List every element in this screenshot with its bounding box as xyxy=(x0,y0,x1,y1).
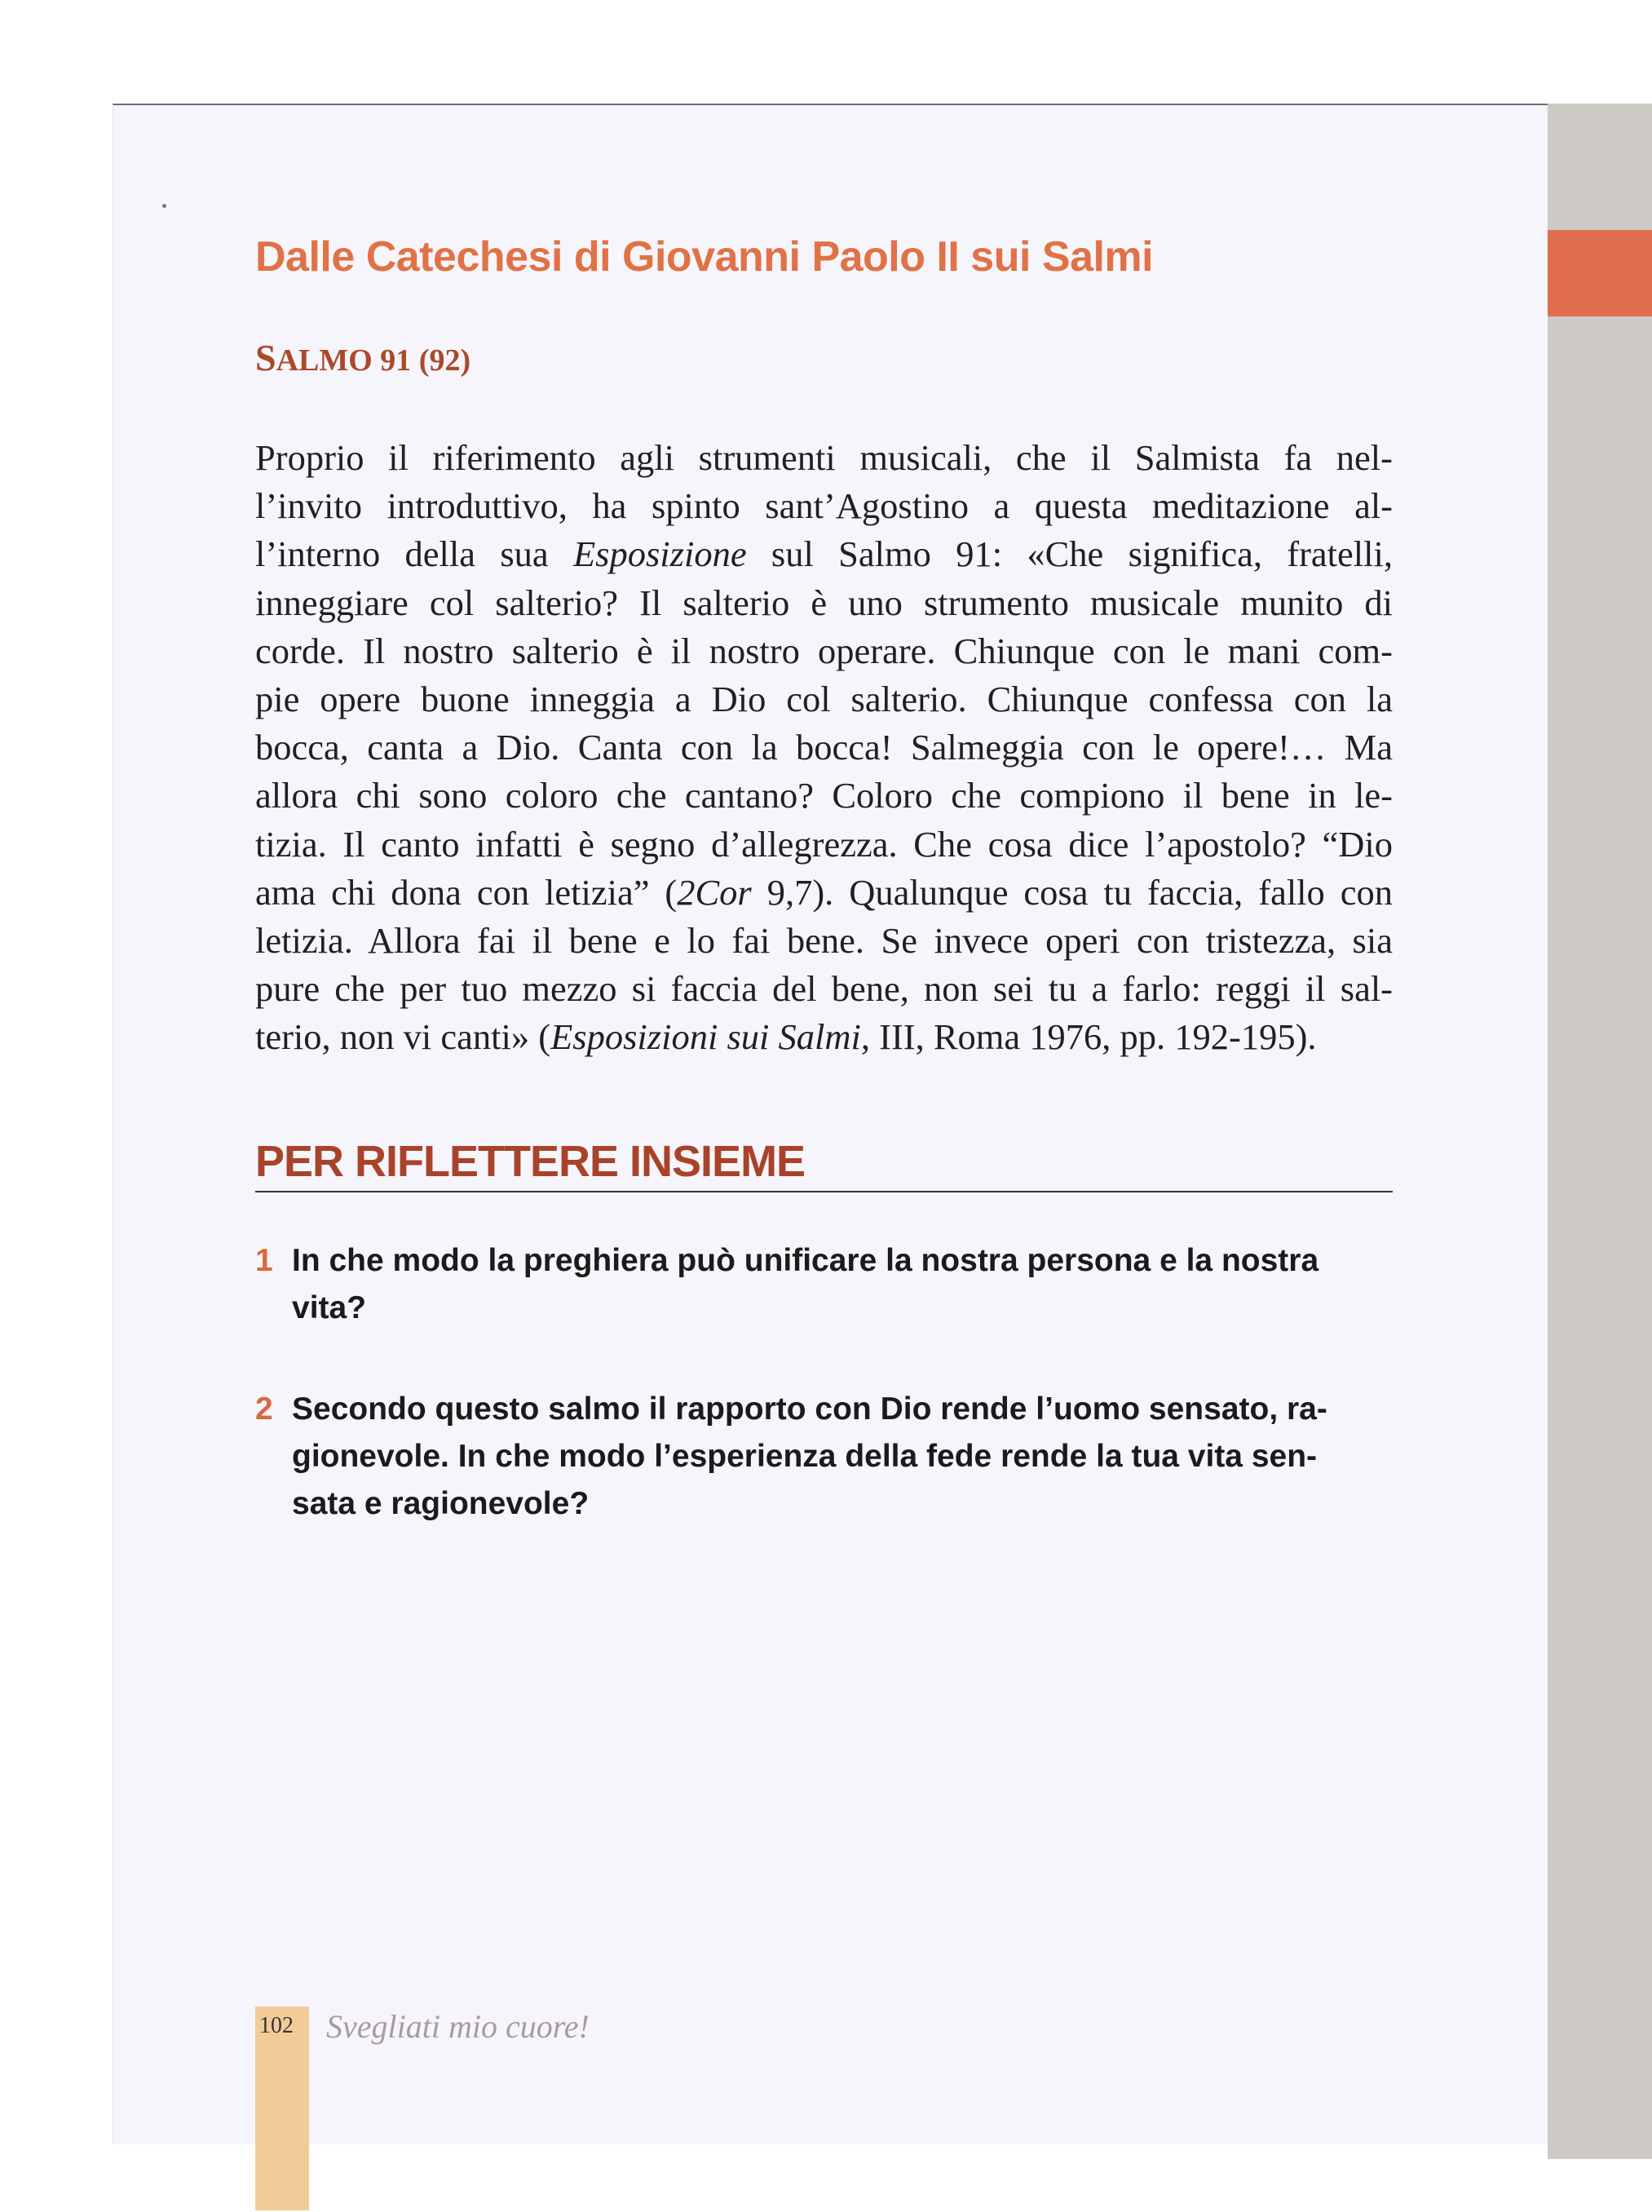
body-line: tizia. Il canto infatti è segno d’allegrezza. Che cosa dice l’apostolo? “Dio xyxy=(255,823,1393,865)
question-line: sata e ragionevole? xyxy=(292,1486,590,1521)
body-line-part: l’interno della sua xyxy=(255,533,573,575)
psalm-heading xyxy=(255,336,470,379)
citation-title: Esposizione xyxy=(572,533,747,575)
body-paragraph xyxy=(255,434,1393,1062)
body-line xyxy=(255,869,1393,917)
question-line: gionevole. In che modo l’esperienza della fede rende la tua vita sen- xyxy=(292,1439,1318,1474)
question-line: Secondo questo salmo il rapporto con Dio rende l’uomo sensato, ra- xyxy=(292,1391,1327,1427)
question-number: 2 xyxy=(255,1391,273,1427)
body-line xyxy=(255,1013,1393,1061)
question-item xyxy=(255,1237,1393,1332)
body-line: bocca, canta a Dio. Canta con la bocca! Salmeggia con le opere!… Ma xyxy=(255,727,1393,768)
body-line-part: sul Salmo 91: «Che significa, fratelli, xyxy=(746,533,1393,575)
body-line-part: , III, Roma 1976, pp. 192-195). xyxy=(860,1016,1317,1058)
psalm-heading-initial: S xyxy=(255,337,276,378)
question-text xyxy=(292,1386,1393,1528)
reflect-title: PER RIFLETTERE INSIEME xyxy=(255,1137,806,1186)
body-line: inneggiare col salterio? Il salterio è uno strumento musicale munito di xyxy=(255,582,1393,623)
divider xyxy=(255,1191,1393,1192)
adjacent-page-edge xyxy=(1548,104,1652,2159)
question-line: In che modo la preghiera può unificare la nostra persona e la nostra xyxy=(292,1243,1319,1278)
citation-source: Esposizioni sui Salmi xyxy=(550,1016,861,1058)
citation-book: 2Cor xyxy=(677,871,752,913)
body-line-part: terio, non vi canti» ( xyxy=(255,1016,551,1058)
body-line-part: ama chi dona con letizia” ( xyxy=(255,871,678,913)
body-line: Proprio il riferimento agli strumenti musicali, che il Salmista fa nel- xyxy=(255,437,1393,478)
page-tab-marker xyxy=(1548,230,1652,316)
body-line: pure che per tuo mezzo si faccia del bene, non sei tu a farlo: reggi il sal- xyxy=(255,968,1393,1010)
print-mark xyxy=(162,204,166,208)
body-line: l’invito introduttivo, ha spinto sant’Agostino a questa meditazione al- xyxy=(255,485,1393,527)
psalm-heading-rest: ALMO 91 (92) xyxy=(276,343,471,378)
question-text xyxy=(292,1237,1393,1332)
running-title: Svegliati mio cuore! xyxy=(326,2008,590,2045)
book-page xyxy=(113,104,1548,2144)
page-number: 102 xyxy=(259,2013,294,2038)
question-line: vita? xyxy=(292,1290,367,1325)
section-title: Dalle Catechesi di Giovanni Paolo II sui Salmi xyxy=(255,233,1154,281)
body-line: pie opere buone inneggia a Dio col salterio. Chiunque confessa con la xyxy=(255,679,1393,720)
body-line: allora chi sono coloro che cantano? Coloro che compiono il bene in le- xyxy=(255,775,1393,816)
question-number: 1 xyxy=(255,1243,273,1278)
body-line: letizia. Allora fai il bene e lo fai bene. Se invece operi con tristezza, sia xyxy=(255,920,1393,962)
question-item xyxy=(255,1386,1393,1528)
body-line-part: 9,7). Qualunque cosa tu faccia, fallo con xyxy=(751,871,1393,913)
body-line xyxy=(255,530,1393,578)
body-line: corde. Il nostro salterio è il nostro operare. Chiunque con le mani com- xyxy=(255,630,1393,671)
